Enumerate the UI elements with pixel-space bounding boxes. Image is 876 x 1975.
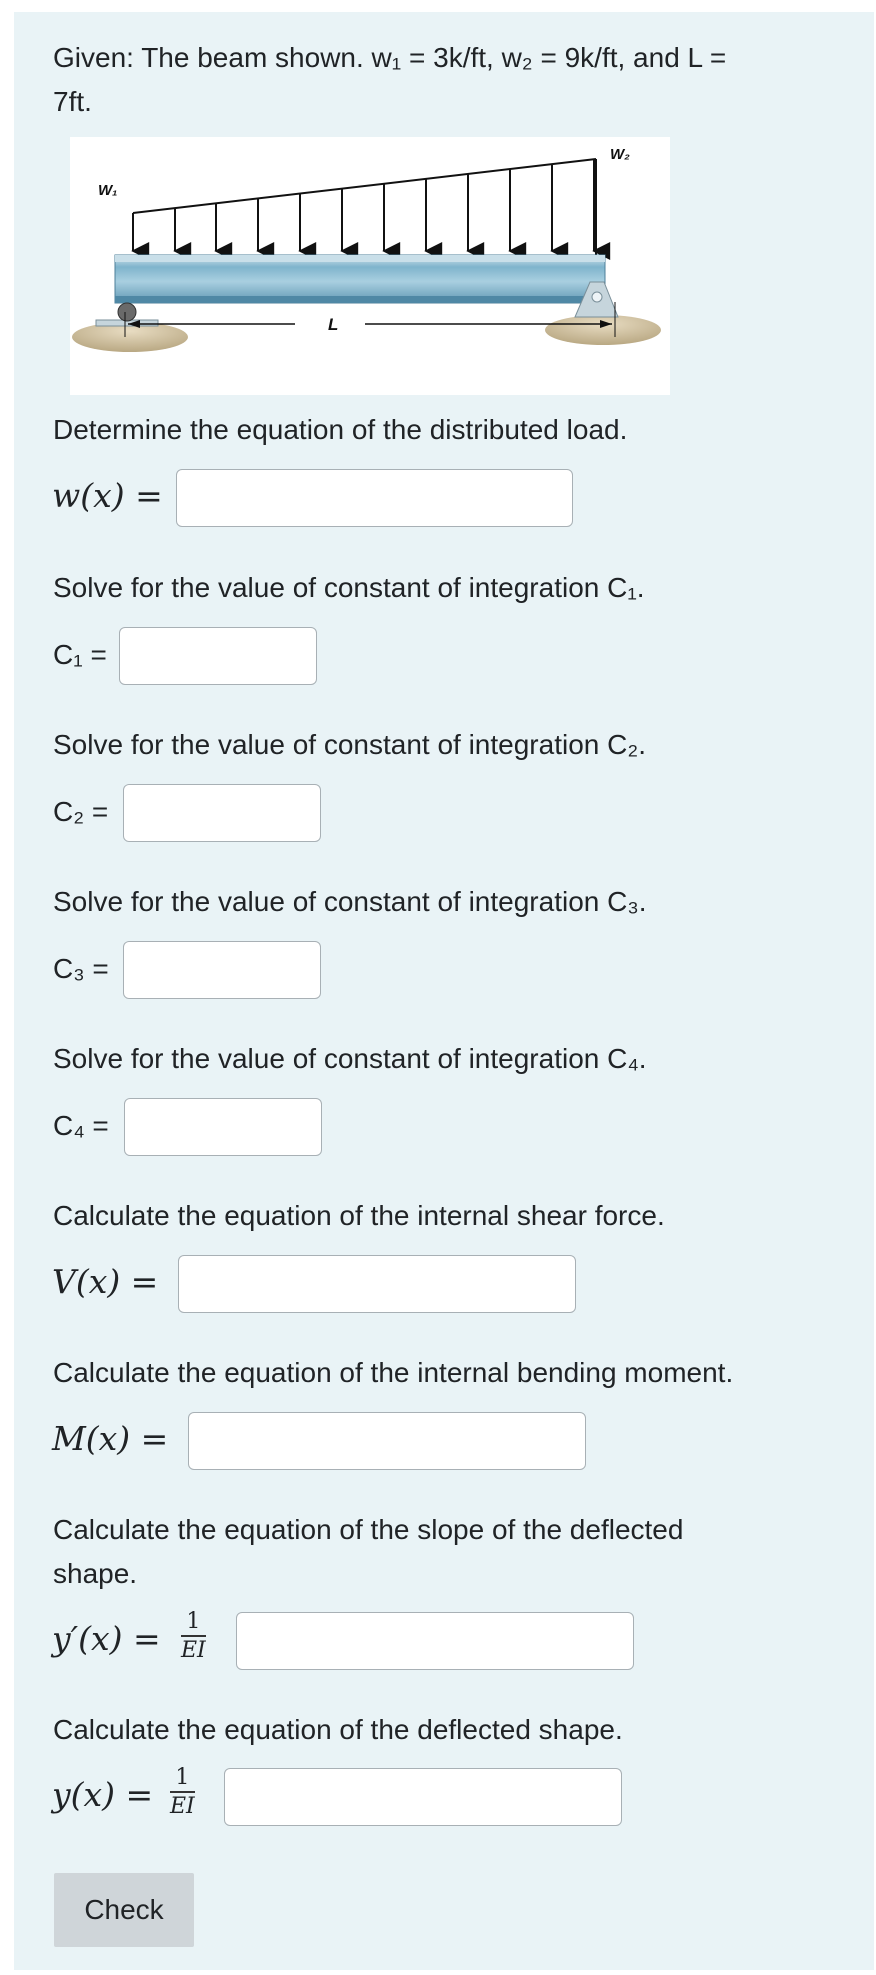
lhs-c3: C₃ = [53, 953, 109, 984]
lhs-w-of-x: w(x) = [52, 476, 163, 515]
prompt-c4: Solve for the value of constant of integration C₄. [53, 1043, 647, 1074]
prompt-c3: Solve for the value of constant of integration C₃. [53, 886, 647, 917]
prompt-distributed-load: Determine the equation of the distributed load. [53, 414, 628, 445]
fraction-1-over-EI [181, 1609, 206, 1665]
beam-figure [70, 137, 670, 395]
lhs-c4: C₄ = [53, 1110, 109, 1141]
given-line-2: 7ft. [53, 86, 92, 117]
fraction-1-over-EI-2 [170, 1765, 195, 1821]
prompt-c1: Solve for the value of constant of integration C₁. [53, 572, 645, 603]
lhs-y-of-x: y(x) = [52, 1775, 154, 1814]
fraction-denominator-2: EI [170, 1794, 195, 1819]
bending-moment-input[interactable] [188, 1412, 586, 1470]
prompt-bending-moment: Calculate the equation of the internal bending moment. [53, 1357, 734, 1388]
c1-input[interactable] [119, 627, 317, 685]
lhs-y-prime-of-x: y′(x) = [52, 1619, 161, 1658]
prompt-deflected-shape: Calculate the equation of the deflected shape. [53, 1714, 623, 1745]
load-top-line [133, 159, 596, 213]
c3-input[interactable] [123, 941, 321, 999]
shear-force-input[interactable] [178, 1255, 576, 1313]
right-ground [545, 315, 661, 345]
label-w2: W₂ [610, 146, 630, 163]
check-button[interactable]: Check [54, 1873, 194, 1947]
fraction-numerator: 1 [181, 1609, 206, 1637]
label-w1: W₁ [98, 182, 118, 199]
given-line-1: Given: The beam shown. w₁ = 3k/ft, w₂ = 9k/ft, and L = [53, 42, 727, 73]
slope-input[interactable] [236, 1612, 634, 1670]
prompt-slope-line-1: Calculate the equation of the slope of the deflected [53, 1514, 684, 1545]
c4-input[interactable] [124, 1098, 322, 1156]
fraction-denominator: EI [181, 1638, 206, 1663]
lhs-c1: C₁ = [53, 639, 107, 670]
deflected-shape-input[interactable] [224, 1768, 622, 1826]
prompt-shear-force: Calculate the equation of the internal shear force. [53, 1200, 665, 1231]
c2-input[interactable] [123, 784, 321, 842]
prompt-slope-line-2: shape. [53, 1558, 138, 1589]
prompt-c2: Solve for the value of constant of integration C₂. [53, 729, 646, 760]
beam [115, 255, 605, 303]
lhs-v-of-x: V(x) = [52, 1262, 159, 1301]
distributed-load-input[interactable] [176, 469, 573, 527]
label-L: L [328, 315, 339, 334]
lhs-c2: C₂ = [53, 796, 109, 827]
lhs-m-of-x: M(x) = [52, 1419, 169, 1458]
beam-diagram [70, 137, 670, 395]
fraction-numerator-2: 1 [170, 1765, 195, 1793]
